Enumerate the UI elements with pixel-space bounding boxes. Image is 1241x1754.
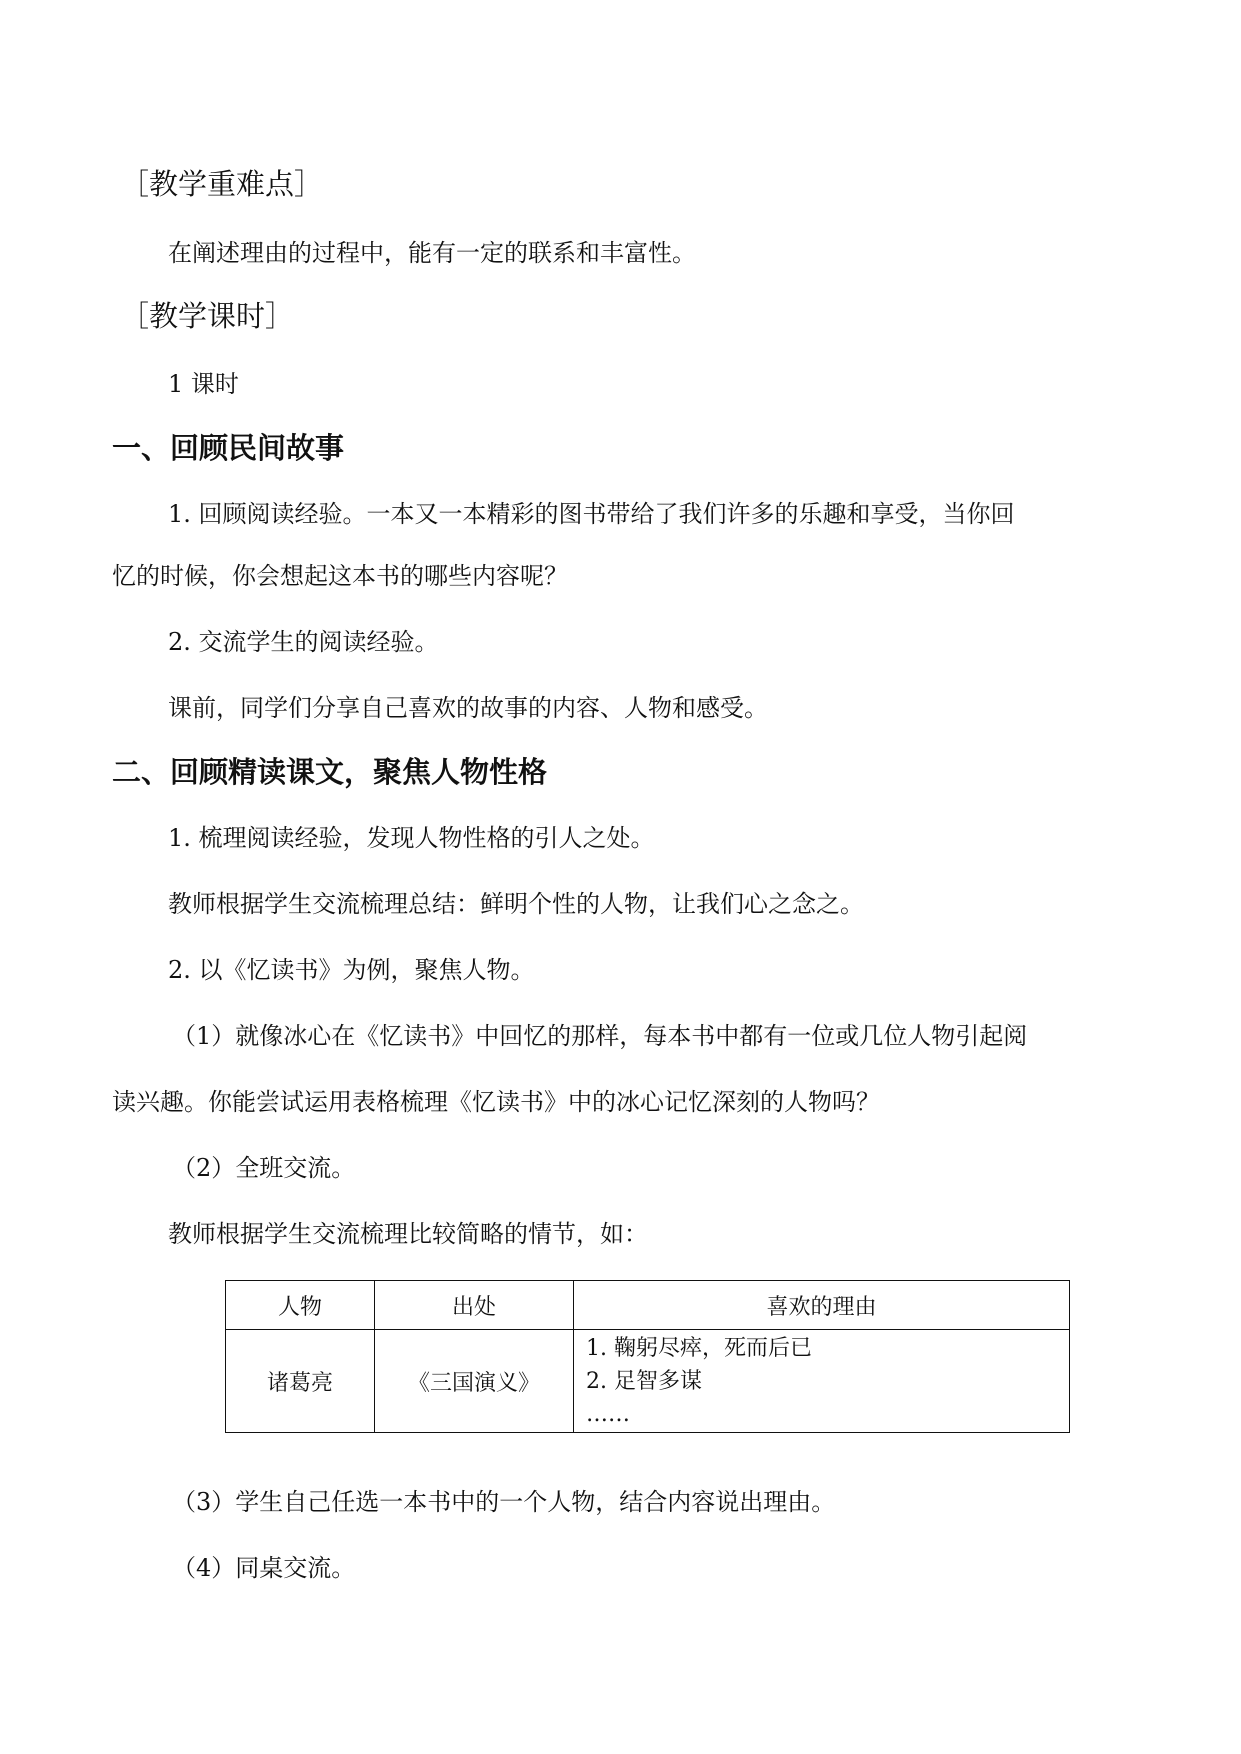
section-1-paragraph-2: 2. 交流学生的阅读经验。 — [168, 628, 439, 656]
reason-item: 1. 鞠躬尽瘁，死而后已 — [586, 1336, 812, 1361]
table-cell-reasons — [574, 1330, 1070, 1433]
table-header-row — [226, 1281, 1070, 1330]
section-2-paragraph-5: （2）全班交流。 — [172, 1154, 356, 1182]
section-1-title: 一、回顾民间故事 — [112, 431, 345, 465]
table-cell-person: 诸葛亮 — [226, 1330, 375, 1433]
reason-item: …… — [586, 1402, 630, 1427]
character-table — [225, 1280, 1070, 1433]
table-header-source: 出处 — [375, 1281, 574, 1330]
section-2-title: 二、回顾精读课文，聚焦人物性格 — [112, 755, 548, 789]
section-2-paragraph-3: 2. 以《忆读书》为例，聚焦人物。 — [168, 956, 535, 984]
section-2-paragraph-2: 教师根据学生交流梳理总结：鲜明个性的人物，让我们心之念之。 — [168, 890, 864, 918]
section-2-paragraph-1: 1. 梳理阅读经验，发现人物性格的引人之处。 — [168, 824, 655, 852]
section-1-paragraph-1-line-1: 1. 回顾阅读经验。一本又一本精彩的图书带给了我们许多的乐趣和享受，当你回 — [168, 500, 1015, 528]
section-1-paragraph-1-line-2: 忆的时候，你会想起这本书的哪些内容呢？ — [112, 562, 568, 590]
reason-item: 2. 足智多谋 — [586, 1369, 702, 1394]
heading-teaching-hours: ［教学课时］ — [120, 299, 295, 333]
table-header-reason: 喜欢的理由 — [574, 1281, 1070, 1330]
section-2-paragraph-4-line-2: 读兴趣。你能尝试运用表格梳理《忆读书》中的冰心记忆深刻的人物吗？ — [112, 1088, 880, 1116]
key-points-text: 在阐述理由的过程中，能有一定的联系和丰富性。 — [168, 239, 696, 267]
table-header-person: 人物 — [226, 1281, 375, 1330]
section-2-paragraph-6: 教师根据学生交流梳理比较简略的情节，如： — [168, 1220, 648, 1248]
table-row — [226, 1330, 1070, 1433]
section-2-paragraph-8: （4）同桌交流。 — [172, 1554, 356, 1582]
section-2-paragraph-7: （3）学生自己任选一本书中的一个人物，结合内容说出理由。 — [172, 1488, 836, 1516]
section-1-paragraph-3: 课前，同学们分享自己喜欢的故事的内容、人物和感受。 — [168, 694, 768, 722]
hours-text: 1 课时 — [168, 370, 239, 398]
heading-teaching-key-points: ［教学重难点］ — [120, 167, 324, 201]
section-2-paragraph-4-line-1: （1）就像冰心在《忆读书》中回忆的那样，每本书中都有一位或几位人物引起阅 — [172, 1022, 1028, 1050]
table-cell-source: 《三国演义》 — [375, 1330, 574, 1433]
